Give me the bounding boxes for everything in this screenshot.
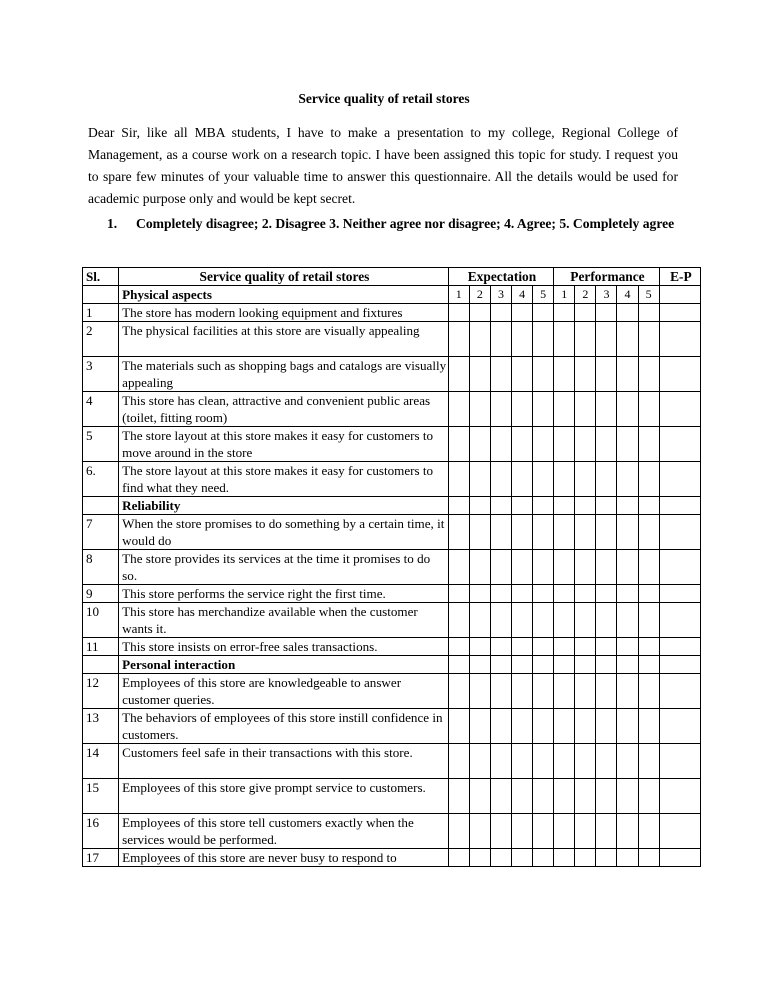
expectation-rating-cell[interactable] bbox=[490, 515, 511, 550]
row-statement: This store insists on error-free sales transactions. bbox=[119, 638, 449, 656]
performance-rating-cell[interactable] bbox=[617, 849, 638, 867]
performance-rating-cell[interactable] bbox=[554, 603, 575, 638]
expectation-rating-cell[interactable] bbox=[512, 709, 533, 744]
expectation-rating-cell[interactable] bbox=[469, 357, 490, 392]
performance-rating-cell[interactable] bbox=[617, 585, 638, 603]
expectation-rating-cell[interactable] bbox=[448, 392, 469, 427]
performance-rating-cell[interactable] bbox=[638, 849, 659, 867]
performance-rating-cell[interactable] bbox=[596, 709, 617, 744]
expectation-rating-cell[interactable] bbox=[490, 814, 511, 849]
performance-rating-cell[interactable] bbox=[596, 674, 617, 709]
performance-rating-cell[interactable] bbox=[596, 392, 617, 427]
table-row bbox=[83, 814, 701, 849]
performance-rating-cell[interactable] bbox=[638, 427, 659, 462]
expectation-rating-cell[interactable] bbox=[533, 744, 554, 779]
expectation-rating-cell[interactable] bbox=[469, 322, 490, 357]
performance-rating-cell[interactable] bbox=[617, 304, 638, 322]
row-statement: This store has clean, attractive and convenient public areas (toilet, fitting room) bbox=[119, 392, 449, 427]
section-row bbox=[83, 656, 701, 674]
expectation-rating-cell[interactable] bbox=[448, 585, 469, 603]
expectation-rating-cell[interactable] bbox=[469, 849, 490, 867]
row-serial: 7 bbox=[83, 515, 119, 550]
row-serial: 17 bbox=[83, 849, 119, 867]
expectation-rating-cell[interactable] bbox=[533, 462, 554, 497]
expectation-rating-cell[interactable] bbox=[469, 550, 490, 585]
table-row bbox=[83, 744, 701, 779]
row-serial: 15 bbox=[83, 779, 119, 814]
performance-rating-cell[interactable] bbox=[617, 709, 638, 744]
expectation-rating-cell[interactable] bbox=[533, 709, 554, 744]
ep-gap-cell[interactable] bbox=[659, 304, 700, 322]
expectation-rating-cell[interactable] bbox=[512, 849, 533, 867]
expectation-rating-cell[interactable] bbox=[533, 814, 554, 849]
table-row bbox=[83, 304, 701, 322]
performance-rating-cell[interactable] bbox=[617, 462, 638, 497]
empty-cell bbox=[554, 656, 575, 674]
performance-rating-cell[interactable] bbox=[575, 814, 596, 849]
expectation-rating-cell[interactable] bbox=[512, 357, 533, 392]
empty-cell bbox=[554, 497, 575, 515]
expectation-rating-cell[interactable] bbox=[469, 674, 490, 709]
performance-rating-cell[interactable] bbox=[617, 744, 638, 779]
row-statement: Employees of this store are knowledgeable to answer customer queries. bbox=[119, 674, 449, 709]
performance-rating-cell[interactable] bbox=[554, 674, 575, 709]
performance-rating-cell[interactable] bbox=[575, 849, 596, 867]
expectation-rating-cell[interactable] bbox=[533, 550, 554, 585]
expectation-rating-cell[interactable] bbox=[533, 357, 554, 392]
ep-gap-cell[interactable] bbox=[659, 585, 700, 603]
ep-gap-cell[interactable] bbox=[659, 814, 700, 849]
row-statement: The materials such as shopping bags and catalogs are visually appealing bbox=[119, 357, 449, 392]
row-statement: The store has modern looking equipment and fixtures bbox=[119, 304, 449, 322]
performance-rating-cell[interactable] bbox=[617, 427, 638, 462]
performance-rating-cell[interactable] bbox=[596, 814, 617, 849]
row-statement: The physical facilities at this store are visually appealing bbox=[119, 322, 449, 357]
row-serial: 6. bbox=[83, 462, 119, 497]
expectation-rating-cell[interactable] bbox=[512, 603, 533, 638]
expectation-rating-cell[interactable] bbox=[469, 515, 490, 550]
expectation-rating-cell[interactable] bbox=[469, 744, 490, 779]
performance-rating-cell[interactable] bbox=[596, 603, 617, 638]
table-row bbox=[83, 392, 701, 427]
performance-rating-cell[interactable] bbox=[575, 603, 596, 638]
empty-cell bbox=[617, 497, 638, 515]
performance-rating-cell[interactable] bbox=[575, 709, 596, 744]
expectation-rating-cell[interactable] bbox=[533, 849, 554, 867]
expectation-rating-cell[interactable] bbox=[533, 585, 554, 603]
row-statement: Employees of this store are never busy to respond to bbox=[119, 849, 449, 867]
expectation-rating-cell[interactable] bbox=[512, 814, 533, 849]
table-row bbox=[83, 638, 701, 656]
section-row bbox=[83, 286, 701, 304]
ep-gap-cell[interactable] bbox=[659, 849, 700, 867]
expectation-rating-cell[interactable] bbox=[490, 674, 511, 709]
expectation-rating-cell[interactable] bbox=[490, 779, 511, 814]
expectation-rating-cell[interactable] bbox=[448, 849, 469, 867]
header-item: Service quality of retail stores bbox=[119, 268, 449, 286]
header-expectation: Expectation bbox=[448, 268, 553, 286]
empty-cell bbox=[575, 656, 596, 674]
section-heading: Physical aspects bbox=[119, 286, 449, 304]
empty-cell bbox=[533, 497, 554, 515]
performance-rating-cell[interactable] bbox=[554, 462, 575, 497]
expectation-rating-cell[interactable] bbox=[512, 515, 533, 550]
row-statement: The store provides its services at the time it promises to do so. bbox=[119, 550, 449, 585]
empty-cell bbox=[512, 497, 533, 515]
row-statement: This store has merchandize available when the customer wants it. bbox=[119, 603, 449, 638]
expectation-rating-cell[interactable] bbox=[490, 638, 511, 656]
empty-cell bbox=[575, 497, 596, 515]
expectation-rating-cell[interactable] bbox=[469, 814, 490, 849]
performance-rating-cell[interactable] bbox=[596, 515, 617, 550]
performance-rating-cell[interactable] bbox=[617, 550, 638, 585]
row-serial: 9 bbox=[83, 585, 119, 603]
ep-gap-cell[interactable] bbox=[659, 392, 700, 427]
ep-gap-cell[interactable] bbox=[659, 779, 700, 814]
row-serial: 11 bbox=[83, 638, 119, 656]
performance-scale-label: 3 bbox=[596, 286, 617, 304]
expectation-rating-cell[interactable] bbox=[448, 744, 469, 779]
ep-gap-cell[interactable] bbox=[659, 550, 700, 585]
expectation-rating-cell[interactable] bbox=[448, 603, 469, 638]
expectation-rating-cell[interactable] bbox=[448, 674, 469, 709]
performance-rating-cell[interactable] bbox=[617, 515, 638, 550]
row-serial: 3 bbox=[83, 357, 119, 392]
row-serial: 2 bbox=[83, 322, 119, 357]
rating-scale-text: Completely disagree; 2. Disagree 3. Neither agree nor disagree; 4. Agree; 5. Completely agree bbox=[136, 216, 675, 231]
table-row bbox=[83, 322, 701, 357]
rating-scale-instruction bbox=[107, 214, 678, 234]
section-heading: Reliability bbox=[119, 497, 449, 515]
expectation-rating-cell[interactable] bbox=[469, 603, 490, 638]
performance-rating-cell[interactable] bbox=[575, 585, 596, 603]
row-serial: 10 bbox=[83, 603, 119, 638]
expectation-rating-cell[interactable] bbox=[490, 744, 511, 779]
performance-rating-cell[interactable] bbox=[554, 304, 575, 322]
expectation-rating-cell[interactable] bbox=[490, 585, 511, 603]
empty-cell bbox=[638, 656, 659, 674]
row-statement: The store layout at this store makes it easy for customers to move around in the store bbox=[119, 427, 449, 462]
performance-rating-cell[interactable] bbox=[575, 779, 596, 814]
row-serial: 1 bbox=[83, 304, 119, 322]
ep-gap-cell[interactable] bbox=[659, 638, 700, 656]
row-statement: The store layout at this store makes it easy for customers to find what they need. bbox=[119, 462, 449, 497]
expectation-rating-cell[interactable] bbox=[533, 304, 554, 322]
expectation-rating-cell[interactable] bbox=[512, 322, 533, 357]
expectation-rating-cell[interactable] bbox=[512, 674, 533, 709]
expectation-scale-label: 2 bbox=[469, 286, 490, 304]
row-statement: Customers feel safe in their transactions with this store. bbox=[119, 744, 449, 779]
performance-rating-cell[interactable] bbox=[596, 550, 617, 585]
expectation-rating-cell[interactable] bbox=[469, 585, 490, 603]
expectation-rating-cell[interactable] bbox=[533, 392, 554, 427]
empty-cell bbox=[638, 497, 659, 515]
performance-rating-cell[interactable] bbox=[617, 638, 638, 656]
expectation-rating-cell[interactable] bbox=[490, 304, 511, 322]
performance-rating-cell[interactable] bbox=[575, 674, 596, 709]
performance-scale-label: 2 bbox=[575, 286, 596, 304]
row-statement: Employees of this store tell customers exactly when the services would be performed. bbox=[119, 814, 449, 849]
empty-cell bbox=[490, 656, 511, 674]
row-statement: Employees of this store give prompt service to customers. bbox=[119, 779, 449, 814]
performance-rating-cell[interactable] bbox=[638, 357, 659, 392]
expectation-rating-cell[interactable] bbox=[448, 814, 469, 849]
expectation-rating-cell[interactable] bbox=[512, 744, 533, 779]
performance-rating-cell[interactable] bbox=[575, 322, 596, 357]
performance-rating-cell[interactable] bbox=[554, 709, 575, 744]
expectation-rating-cell[interactable] bbox=[512, 638, 533, 656]
expectation-scale-label: 1 bbox=[448, 286, 469, 304]
ep-gap-cell[interactable] bbox=[659, 603, 700, 638]
ep-gap-cell[interactable] bbox=[659, 462, 700, 497]
performance-rating-cell[interactable] bbox=[575, 392, 596, 427]
performance-rating-cell[interactable] bbox=[617, 674, 638, 709]
expectation-scale-label: 5 bbox=[533, 286, 554, 304]
section-heading: Personal interaction bbox=[119, 656, 449, 674]
table-row bbox=[83, 674, 701, 709]
empty-cell bbox=[659, 286, 700, 304]
performance-rating-cell[interactable] bbox=[554, 550, 575, 585]
table-row bbox=[83, 585, 701, 603]
expectation-rating-cell[interactable] bbox=[533, 674, 554, 709]
performance-rating-cell[interactable] bbox=[596, 322, 617, 357]
performance-rating-cell[interactable] bbox=[638, 709, 659, 744]
expectation-rating-cell[interactable] bbox=[512, 585, 533, 603]
ep-gap-cell[interactable] bbox=[659, 357, 700, 392]
expectation-rating-cell[interactable] bbox=[490, 392, 511, 427]
performance-rating-cell[interactable] bbox=[596, 357, 617, 392]
row-serial: 5 bbox=[83, 427, 119, 462]
performance-rating-cell[interactable] bbox=[638, 603, 659, 638]
expectation-rating-cell[interactable] bbox=[533, 515, 554, 550]
expectation-rating-cell[interactable] bbox=[512, 304, 533, 322]
expectation-scale-label: 4 bbox=[512, 286, 533, 304]
performance-rating-cell[interactable] bbox=[596, 744, 617, 779]
table-row bbox=[83, 849, 701, 867]
table-row bbox=[83, 709, 701, 744]
performance-rating-cell[interactable] bbox=[638, 304, 659, 322]
performance-rating-cell[interactable] bbox=[554, 744, 575, 779]
performance-rating-cell[interactable] bbox=[638, 515, 659, 550]
row-statement: This store performs the service right the first time. bbox=[119, 585, 449, 603]
performance-rating-cell[interactable] bbox=[638, 744, 659, 779]
expectation-rating-cell[interactable] bbox=[533, 779, 554, 814]
performance-rating-cell[interactable] bbox=[575, 304, 596, 322]
performance-rating-cell[interactable] bbox=[638, 462, 659, 497]
empty-cell bbox=[533, 656, 554, 674]
table-row bbox=[83, 603, 701, 638]
ep-gap-cell[interactable] bbox=[659, 744, 700, 779]
document-title: Service quality of retail stores bbox=[298, 91, 470, 106]
performance-rating-cell[interactable] bbox=[554, 515, 575, 550]
expectation-rating-cell[interactable] bbox=[512, 550, 533, 585]
performance-rating-cell[interactable] bbox=[617, 392, 638, 427]
row-statement: The behaviors of employees of this store instill confidence in customers. bbox=[119, 709, 449, 744]
performance-rating-cell[interactable] bbox=[554, 392, 575, 427]
expectation-rating-cell[interactable] bbox=[448, 304, 469, 322]
performance-rating-cell[interactable] bbox=[575, 550, 596, 585]
expectation-rating-cell[interactable] bbox=[512, 392, 533, 427]
empty-cell bbox=[448, 656, 469, 674]
section-sl-cell bbox=[83, 656, 119, 674]
performance-rating-cell[interactable] bbox=[575, 462, 596, 497]
performance-rating-cell[interactable] bbox=[638, 674, 659, 709]
performance-rating-cell[interactable] bbox=[638, 585, 659, 603]
section-sl-cell bbox=[83, 497, 119, 515]
expectation-rating-cell[interactable] bbox=[490, 709, 511, 744]
expectation-scale-label: 3 bbox=[490, 286, 511, 304]
list-number: 1. bbox=[107, 216, 118, 231]
empty-cell bbox=[596, 656, 617, 674]
table-row bbox=[83, 462, 701, 497]
performance-rating-cell[interactable] bbox=[638, 638, 659, 656]
expectation-rating-cell[interactable] bbox=[448, 462, 469, 497]
expectation-rating-cell[interactable] bbox=[469, 462, 490, 497]
empty-cell bbox=[659, 656, 700, 674]
performance-rating-cell[interactable] bbox=[617, 357, 638, 392]
performance-rating-cell[interactable] bbox=[638, 392, 659, 427]
table-row bbox=[83, 357, 701, 392]
performance-rating-cell[interactable] bbox=[554, 585, 575, 603]
expectation-rating-cell[interactable] bbox=[512, 779, 533, 814]
performance-rating-cell[interactable] bbox=[638, 550, 659, 585]
empty-cell bbox=[596, 497, 617, 515]
expectation-rating-cell[interactable] bbox=[448, 357, 469, 392]
row-serial: 14 bbox=[83, 744, 119, 779]
header-ep: E-P bbox=[659, 268, 700, 286]
performance-rating-cell[interactable] bbox=[554, 814, 575, 849]
expectation-rating-cell[interactable] bbox=[448, 709, 469, 744]
empty-cell bbox=[659, 497, 700, 515]
performance-rating-cell[interactable] bbox=[617, 814, 638, 849]
expectation-rating-cell[interactable] bbox=[533, 427, 554, 462]
table-row bbox=[83, 550, 701, 585]
performance-rating-cell[interactable] bbox=[638, 814, 659, 849]
performance-rating-cell[interactable] bbox=[554, 357, 575, 392]
performance-rating-cell[interactable] bbox=[575, 638, 596, 656]
row-serial: 16 bbox=[83, 814, 119, 849]
intro-paragraph: Dear Sir, like all MBA students, I have to make a presentation to my college, Regional College of Management, as a course work on a research topic. I have been assigned this topic for study. I request you to spare few minutes of your valuable time to answer this questionnaire. All the details would be used for academic purpose only and would be kept secret. bbox=[88, 125, 678, 206]
expectation-rating-cell[interactable] bbox=[448, 550, 469, 585]
ep-gap-cell[interactable] bbox=[659, 709, 700, 744]
empty-cell bbox=[512, 656, 533, 674]
expectation-rating-cell[interactable] bbox=[512, 462, 533, 497]
expectation-rating-cell[interactable] bbox=[490, 322, 511, 357]
performance-rating-cell[interactable] bbox=[554, 779, 575, 814]
header-sl: Sl. bbox=[83, 268, 119, 286]
performance-rating-cell[interactable] bbox=[554, 849, 575, 867]
expectation-rating-cell[interactable] bbox=[448, 779, 469, 814]
ep-gap-cell[interactable] bbox=[659, 674, 700, 709]
ep-gap-cell[interactable] bbox=[659, 427, 700, 462]
expectation-rating-cell[interactable] bbox=[448, 322, 469, 357]
performance-rating-cell[interactable] bbox=[617, 603, 638, 638]
performance-scale-label: 4 bbox=[617, 286, 638, 304]
section-sl-cell bbox=[83, 286, 119, 304]
row-serial: 4 bbox=[83, 392, 119, 427]
table-row bbox=[83, 779, 701, 814]
row-serial: 8 bbox=[83, 550, 119, 585]
expectation-rating-cell[interactable] bbox=[469, 427, 490, 462]
expectation-rating-cell[interactable] bbox=[490, 550, 511, 585]
expectation-rating-cell[interactable] bbox=[448, 515, 469, 550]
expectation-rating-cell[interactable] bbox=[490, 849, 511, 867]
expectation-rating-cell[interactable] bbox=[512, 427, 533, 462]
expectation-rating-cell[interactable] bbox=[469, 779, 490, 814]
section-row bbox=[83, 497, 701, 515]
performance-rating-cell[interactable] bbox=[596, 304, 617, 322]
performance-rating-cell[interactable] bbox=[575, 357, 596, 392]
expectation-rating-cell[interactable] bbox=[469, 392, 490, 427]
expectation-rating-cell[interactable] bbox=[469, 709, 490, 744]
empty-cell bbox=[617, 656, 638, 674]
expectation-rating-cell[interactable] bbox=[469, 638, 490, 656]
performance-rating-cell[interactable] bbox=[575, 744, 596, 779]
expectation-rating-cell[interactable] bbox=[448, 427, 469, 462]
performance-rating-cell[interactable] bbox=[554, 427, 575, 462]
performance-rating-cell[interactable] bbox=[596, 638, 617, 656]
expectation-rating-cell[interactable] bbox=[448, 638, 469, 656]
empty-cell bbox=[469, 497, 490, 515]
performance-rating-cell[interactable] bbox=[617, 322, 638, 357]
header-performance: Performance bbox=[554, 268, 660, 286]
row-serial: 13 bbox=[83, 709, 119, 744]
ep-gap-cell[interactable] bbox=[659, 515, 700, 550]
performance-rating-cell[interactable] bbox=[596, 779, 617, 814]
performance-rating-cell[interactable] bbox=[596, 462, 617, 497]
empty-cell bbox=[448, 497, 469, 515]
performance-rating-cell[interactable] bbox=[575, 427, 596, 462]
performance-rating-cell[interactable] bbox=[596, 585, 617, 603]
row-statement: When the store promises to do something by a certain time, it would do bbox=[119, 515, 449, 550]
table-row bbox=[83, 515, 701, 550]
table-header-row bbox=[83, 268, 701, 286]
expectation-rating-cell[interactable] bbox=[490, 427, 511, 462]
performance-rating-cell[interactable] bbox=[554, 638, 575, 656]
row-serial: 12 bbox=[83, 674, 119, 709]
empty-cell bbox=[469, 656, 490, 674]
expectation-rating-cell[interactable] bbox=[533, 603, 554, 638]
empty-cell bbox=[490, 497, 511, 515]
performance-rating-cell[interactable] bbox=[554, 322, 575, 357]
expectation-rating-cell[interactable] bbox=[533, 322, 554, 357]
performance-rating-cell[interactable] bbox=[596, 849, 617, 867]
expectation-rating-cell[interactable] bbox=[469, 304, 490, 322]
performance-rating-cell[interactable] bbox=[575, 515, 596, 550]
expectation-rating-cell[interactable] bbox=[490, 603, 511, 638]
performance-scale-label: 5 bbox=[638, 286, 659, 304]
expectation-rating-cell[interactable] bbox=[533, 638, 554, 656]
questionnaire-table bbox=[82, 267, 701, 867]
table-row bbox=[83, 427, 701, 462]
expectation-rating-cell[interactable] bbox=[490, 357, 511, 392]
performance-rating-cell[interactable] bbox=[617, 779, 638, 814]
expectation-rating-cell[interactable] bbox=[490, 462, 511, 497]
performance-rating-cell[interactable] bbox=[596, 427, 617, 462]
ep-gap-cell[interactable] bbox=[659, 322, 700, 357]
performance-scale-label: 1 bbox=[554, 286, 575, 304]
performance-rating-cell[interactable] bbox=[638, 322, 659, 357]
performance-rating-cell[interactable] bbox=[638, 779, 659, 814]
